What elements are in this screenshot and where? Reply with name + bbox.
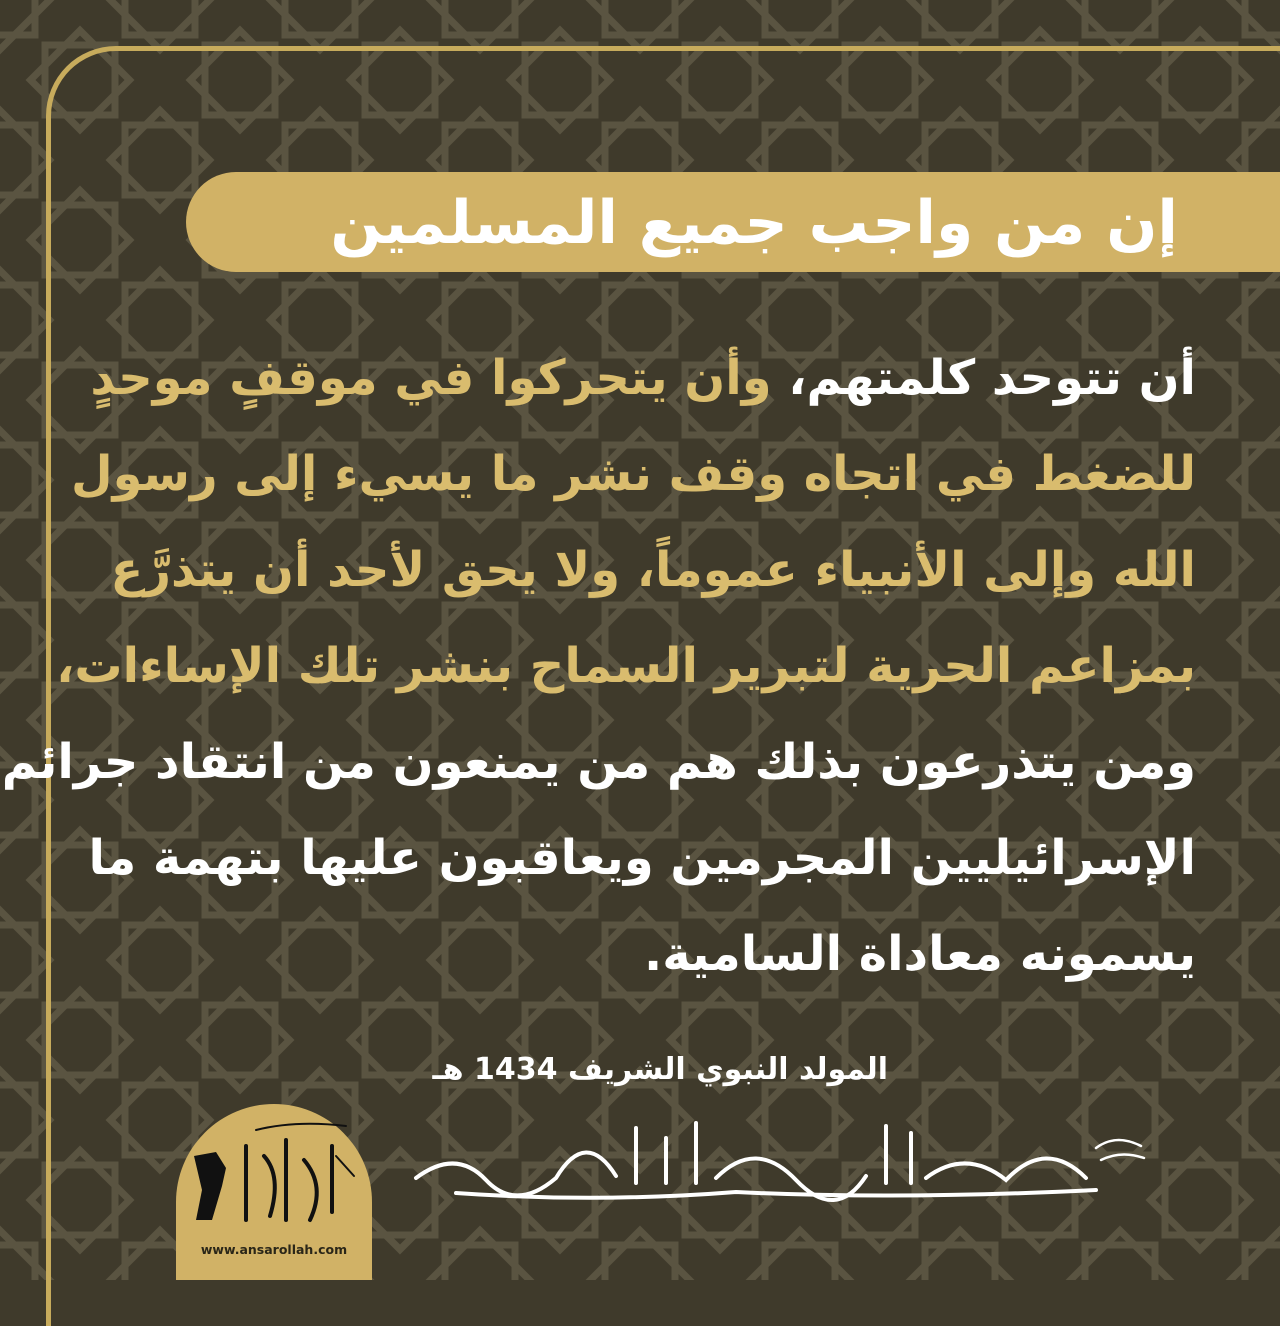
- quote-segment: وأن يتحركوا في موقفٍ موحدٍ: [90, 350, 772, 406]
- page-title: إن من واجب جميع المسلمين: [330, 188, 1178, 258]
- ansarallah-logo-icon: [186, 1116, 362, 1244]
- signature-calligraphy: [396, 1108, 1156, 1208]
- quote-segment: الله وإلى الأنبياء عموماً، ولا يحق لأحد أن يتذرَّع: [110, 542, 1196, 598]
- logo-badge: [176, 1104, 372, 1280]
- quote-line: [71, 426, 1196, 522]
- occasion-date: المولد النبوي الشريف 1434 هـ: [432, 1052, 888, 1087]
- quote-line: [88, 810, 1196, 906]
- quote-segment: أن تتوحد كلمتهم،: [771, 350, 1196, 406]
- signature-icon: [396, 1108, 1156, 1208]
- quote-line: [56, 618, 1196, 714]
- website-url[interactable]: www.ansarollah.com: [200, 1242, 348, 1257]
- quote-line: [96, 522, 1196, 618]
- quote-segment: بمزاعم الحرية لتبرير السماح بنشر تلك الإساءات،: [56, 638, 1196, 694]
- quote-segment: للضغط في اتجاه وقف نشر ما يسيء إلى رسول: [71, 446, 1196, 502]
- quote-segment: ومن يتذرعون بذلك هم من يمنعون من انتقاد جرائم: [1, 734, 1196, 790]
- quote-body: [1, 330, 1196, 1002]
- quote-line: [90, 330, 1196, 426]
- quote-segment: الإسرائيليين المجرمين ويعاقبون عليها بتهمة ما: [88, 830, 1196, 886]
- quote-line: [1, 714, 1196, 810]
- quote-segment: يسمونه معاداة السامية.: [644, 926, 1196, 982]
- quote-line: [96, 906, 1196, 1002]
